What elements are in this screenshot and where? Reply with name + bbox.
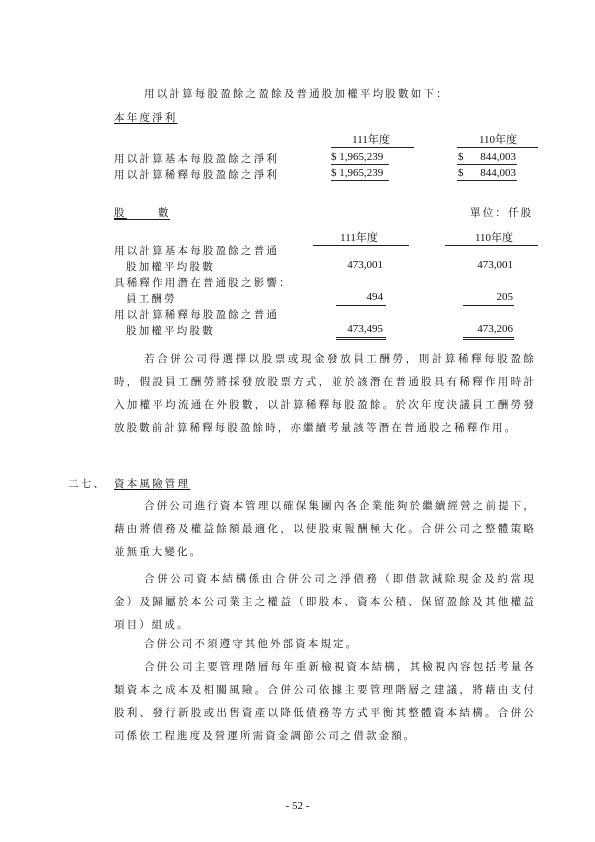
unit-label: 單位：仟股 <box>470 207 534 219</box>
employee-comp-2022: 494 <box>366 291 383 303</box>
basic-shares-label-1: 用以計算基本每股盈餘之普通 <box>114 245 280 257</box>
total-rule <box>463 337 514 340</box>
section-paragraph-4: 合併公司主要管理階層每年重新檢視資本結構，其檢視內容包括考量各類資本之成本及相關風險。合併公司依據主要管理階層之建議，將藉由支付股利、發行新股或出售資產以降低債務等方式平衡其整體資本結構。合併公司係依工程進度及營運所需資金調節公司之借款金額。 <box>114 661 536 742</box>
net-income-diluted-2022: $ 1,965,239 <box>331 167 384 179</box>
diluted-shares-label-1: 用以計算稀釋每股盈餘之普通 <box>114 309 280 321</box>
col-header-2021: 110年度 <box>474 232 514 244</box>
employee-comp-2021: 205 <box>496 291 513 303</box>
section-paragraph-1: 合併公司進行資本管理以確保集團內各企業能夠於繼續經營之前提下，藉由將債務及權益餘額最適化，以使股東報酬極大化。合併公司之整體策略並無重大變化。 <box>114 500 536 558</box>
header-rule <box>457 147 538 148</box>
net-income-diluted-2021: 844,003 <box>480 167 516 179</box>
row-rule <box>331 180 389 181</box>
section-paragraph-2: 合併公司資本結構係由合併公司之淨債務（即借款減除現金及約當現金）及歸屬於本公司業主之權益（即股本、資本公積、保留盈餘及其他權益項目）組成。 <box>114 573 536 631</box>
net-income-diluted-label: 用以計算稀釋每股盈餘之淨利 <box>114 169 280 181</box>
intro-text: 用以計算每股盈餘之盈餘及普通股加權平均股數如下： <box>144 88 449 100</box>
section-title: 資本風險管理 <box>114 478 191 490</box>
shares-heading-b: 數 <box>158 207 171 219</box>
basic-shares-label-2: 股加權平均股數 <box>126 261 215 273</box>
col-header-2021: 110年度 <box>478 134 518 146</box>
currency-symbol: $ <box>458 151 464 163</box>
compensation-paragraph: 若合併公司得選擇以股票或現金發放員工酬勞，則計算稀釋每股盈餘時，假設員工酬勞將採發放股票方式，並於該潛在普通股具有稀釋作用時計入加權平均流通在外股數，以計算稀釋每股盈餘。於次年度決議員工酬勞發放股數前計算稀釋每股盈餘時，亦繼續考量該等潛在普通股之稀釋作用。 <box>114 353 536 434</box>
header-rule <box>445 245 538 246</box>
diluted-shares-2022: 473,495 <box>347 323 383 335</box>
basic-shares-2022: 473,001 <box>347 259 383 271</box>
section-paragraph-3: 合併公司不須遵守其他外部資本規定。 <box>144 638 359 650</box>
dilutive-effect-label: 具稀釋作用潛在普通股之影響： <box>114 277 292 289</box>
row-rule <box>457 164 517 165</box>
currency-symbol: $ <box>458 167 464 179</box>
page-number: - 52 - <box>285 800 310 812</box>
net-income-heading: 本年度淨利 <box>114 112 178 124</box>
col-header-2022: 111年度 <box>340 232 378 244</box>
diluted-shares-2021: 473,206 <box>477 323 513 335</box>
header-rule <box>331 147 414 148</box>
total-rule <box>336 337 386 340</box>
net-income-basic-2021: 844,003 <box>480 151 516 163</box>
subtotal-rule <box>463 305 514 306</box>
header-rule <box>313 245 409 246</box>
net-income-basic-2022: $ 1,965,239 <box>331 151 384 163</box>
col-header-2022: 111年度 <box>352 134 390 146</box>
diluted-shares-label-2: 股加權平均股數 <box>126 325 215 337</box>
row-rule <box>457 180 517 181</box>
basic-shares-2021: 473,001 <box>477 259 513 271</box>
shares-heading-a: 股 <box>114 207 127 219</box>
row-rule <box>331 164 389 165</box>
net-income-basic-label: 用以計算基本每股盈餘之淨利 <box>114 153 280 165</box>
subtotal-rule <box>336 305 386 306</box>
employee-comp-label: 員工酬勞 <box>126 293 177 305</box>
section-number: 二七、 <box>68 478 107 490</box>
